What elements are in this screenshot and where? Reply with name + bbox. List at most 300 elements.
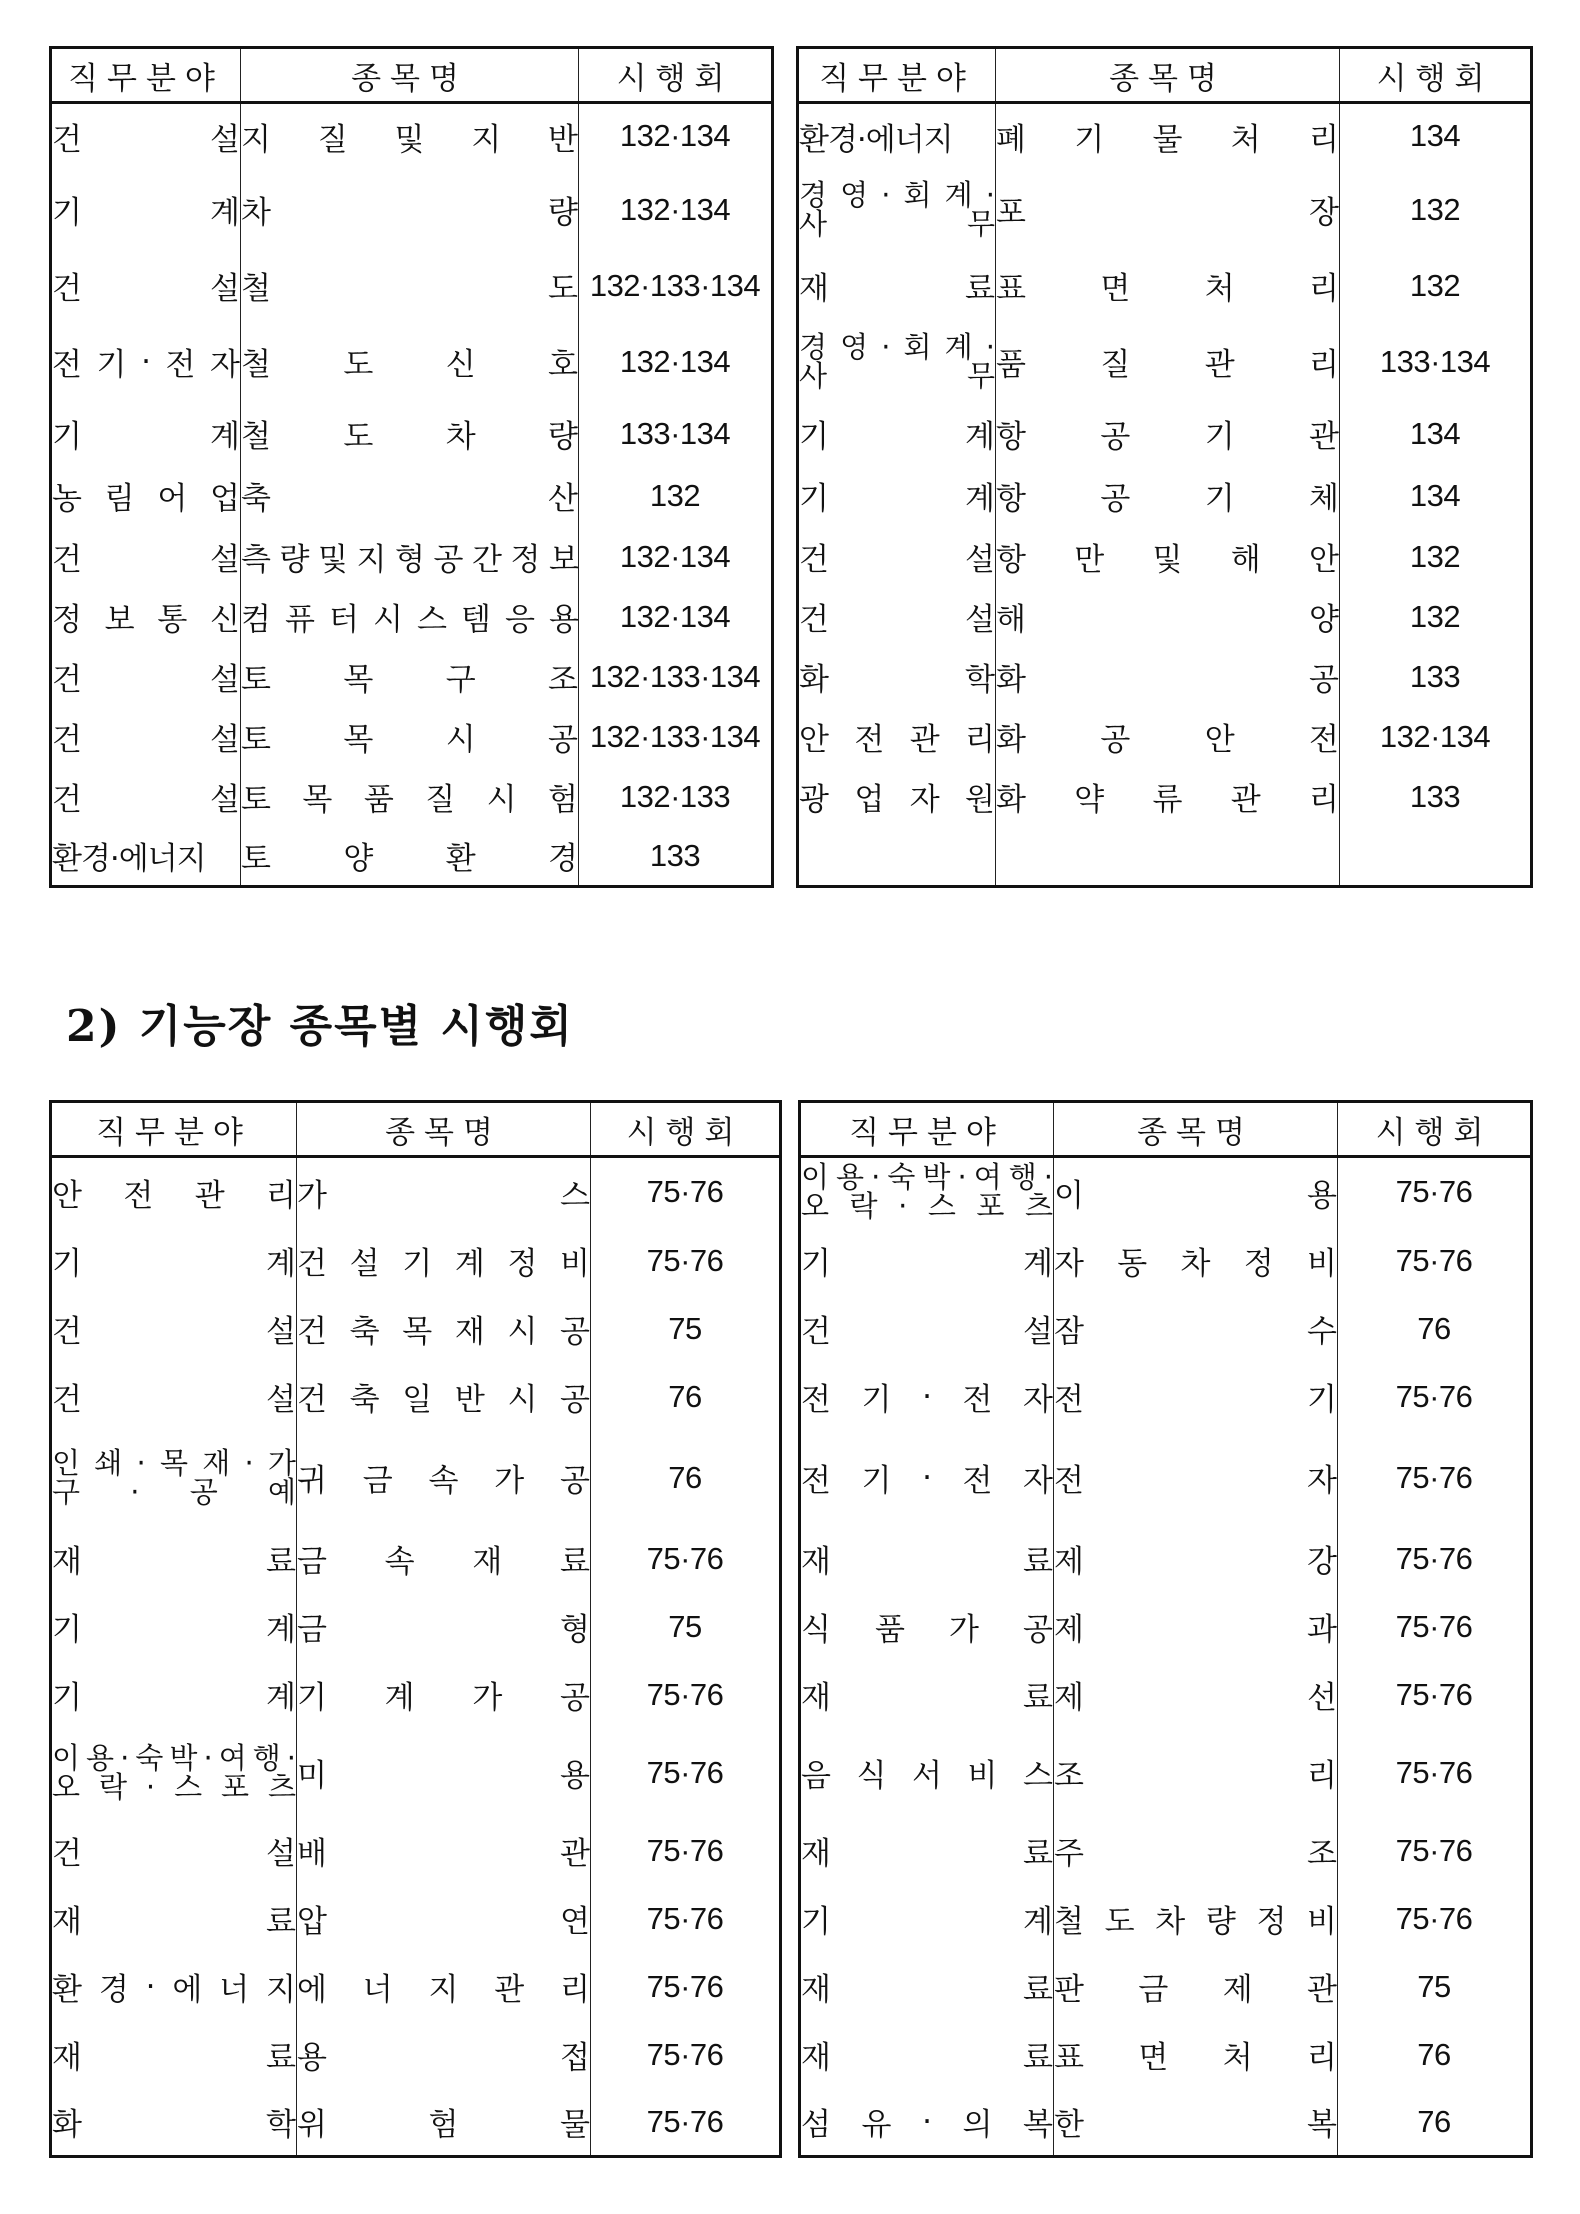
item-cell [996,465,1340,527]
item-text: 화 공 안 전 [996,722,1339,758]
item-text: 건 축 일 반 시 공 [297,1382,590,1418]
field-text: 건 설 [52,1314,296,1350]
item-text: 판 금 제 관 [1054,1972,1337,2008]
sessions-cell: 132·134 [579,169,773,251]
item-cell [1054,1431,1338,1525]
sessions-cell: 132 [1340,251,1532,321]
sessions-cell: 75·76 [591,1729,781,1817]
table-row [798,827,1532,887]
field-cell [51,1817,297,1885]
field-text: 안 전 관 리 [799,722,995,758]
table-row [800,1817,1532,1885]
item-cell [297,1593,591,1661]
field-text: 건 설 [52,662,240,698]
sessions-cell: 75·76 [591,1227,781,1295]
field-cell [800,2021,1054,2089]
sessions-cell: 134 [1340,465,1532,527]
sessions-cell: 75·76 [1338,1227,1532,1295]
field-cell [51,527,241,587]
item-text: 철 도 차 량 정 비 [1054,1904,1337,1940]
item-cell [241,103,579,169]
field-cell [798,707,996,767]
table-row [800,1295,1532,1363]
table-row [798,251,1532,321]
item-cell [241,251,579,321]
item-cell [1054,1593,1338,1661]
item-text: 전 자 [1054,1463,1337,1499]
sessions-cell: 132 [1340,527,1532,587]
item-text: 제 강 [1054,1544,1337,1580]
item-cell [297,1431,591,1525]
sessions-cell: 75·76 [591,1661,781,1729]
field-text: 기 계 [799,481,995,517]
field-cell [51,1525,297,1593]
item-header: 종목명 [1054,1102,1338,1157]
field-text: 기 계 [52,1246,296,1282]
table-row [800,1593,1532,1661]
table-row [51,1431,781,1525]
item-text: 차 량 [241,195,578,231]
field-text: 전 기 · 전 자 [801,1378,1053,1418]
item-cell [1054,1729,1338,1817]
field-cell [800,1593,1054,1661]
item-text: 금 속 재 료 [297,1544,590,1580]
field-cell [798,169,996,251]
table-row [51,169,773,251]
table-row [800,1953,1532,2021]
field-cell [798,587,996,647]
field-text: 기 계 [801,1246,1053,1282]
table-row [51,1729,781,1817]
sessions-cell: 75·76 [591,1157,781,1227]
item-cell [241,587,579,647]
item-text: 용 접 [297,2040,590,2076]
field-text: 기 계 [52,419,240,455]
sessions-cell: 76 [591,1363,781,1431]
field-cell [798,827,996,887]
table-row [798,587,1532,647]
field-text: 기 계 [52,1680,296,1716]
sessions-cell [1340,827,1532,887]
field-cell [51,587,241,647]
item-cell [297,1157,591,1227]
sessions-cell: 76 [1338,2021,1532,2089]
item-text: 품 질 관 리 [996,347,1339,383]
bottom-right-table [798,1100,1533,2158]
item-cell [996,103,1340,169]
item-header: 종목명 [297,1102,591,1157]
item-cell [297,1661,591,1729]
field-text: 건 설 [52,542,240,578]
table-row [51,527,773,587]
item-cell [297,1885,591,1953]
item-text: 배 관 [297,1836,590,1872]
table-row [51,465,773,527]
field-cell [51,465,241,527]
sessions-cell: 133 [1340,647,1532,707]
table-row [800,1729,1532,1817]
sessions-cell: 132·133 [579,767,773,827]
sessions-cell: 134 [1340,103,1532,169]
field-text: 기 계 [801,1904,1053,1940]
field-text: 화 학 [799,662,995,698]
item-cell [996,767,1340,827]
item-text: 주 조 [1054,1836,1337,1872]
field-cell [798,103,996,169]
table-row [51,1525,781,1593]
field-text: 건 설 [52,782,240,818]
field-cell [800,1729,1054,1817]
item-text: 포 장 [996,195,1339,231]
field-text: 건 설 [801,1314,1053,1350]
sessions-cell: 132·133·134 [579,647,773,707]
table-row [51,1885,781,1953]
sessions-cell: 76 [1338,2089,1532,2157]
item-cell [1054,1817,1338,1885]
item-text: 축 산 [241,481,578,517]
field-text: 건 설 [52,271,240,307]
item-cell [297,1525,591,1593]
table-row [51,1817,781,1885]
sessions-cell: 132·134 [1340,707,1532,767]
field-text: 건 설 [799,542,995,578]
sessions-cell: 75 [1338,1953,1532,2021]
table-row [51,103,773,169]
field-text: 재 료 [52,1544,296,1580]
table-row [51,2089,781,2157]
item-cell [241,707,579,767]
item-text: 금 형 [297,1612,590,1648]
item-text: 조 리 [1054,1758,1337,1794]
item-text: 화 공 [996,662,1339,698]
header-row [798,48,1532,103]
sessions-header: 시행회 [1340,48,1532,103]
item-text: 철 도 신 호 [241,347,578,383]
table-row [800,2089,1532,2157]
field-cell [51,1593,297,1661]
table-row [800,1363,1532,1431]
sessions-cell: 132 [579,465,773,527]
field-cell [51,169,241,251]
item-text: 제 선 [1054,1680,1337,1716]
item-cell [1054,1227,1338,1295]
sessions-cell: 132·133·134 [579,707,773,767]
sessions-cell: 132 [1340,587,1532,647]
item-cell [297,2021,591,2089]
item-text: 토 양 환 경 [241,841,578,878]
top-right-table [796,46,1533,888]
table-row [800,1227,1532,1295]
field-cell [51,1953,297,2021]
item-text: 기 계 가 공 [297,1680,590,1716]
item-cell [996,827,1340,887]
item-cell [241,827,579,887]
sessions-header: 시행회 [1338,1102,1532,1157]
header-row [800,1102,1532,1157]
item-cell [297,2089,591,2157]
field-cell [800,1525,1054,1593]
field-text: 경 영 · 회 계 · 사 무 [799,177,995,241]
section-title: 2) 기능장 종목별 시행회 [66,1001,574,1052]
item-cell [996,169,1340,251]
table-row [800,1157,1532,1227]
table-row [51,1593,781,1661]
field-cell [800,1295,1054,1363]
item-text: 건 축 목 재 시 공 [297,1314,590,1350]
item-text: 항 공 기 체 [996,481,1339,517]
field-cell [51,2089,297,2157]
field-header: 직무분야 [51,1102,297,1157]
sessions-cell: 75·76 [591,1953,781,2021]
sessions-cell: 133 [579,827,773,887]
item-text: 잠 수 [1054,1314,1337,1350]
item-cell [297,1295,591,1363]
item-cell [996,587,1340,647]
table-row [798,169,1532,251]
field-text: 건 설 [52,1382,296,1418]
header-row [51,48,773,103]
field-cell [800,1953,1054,2021]
field-text: 기 계 [52,195,240,231]
item-cell [297,1729,591,1817]
field-text: 건 설 [52,1836,296,1872]
item-text: 폐 기 물 처 리 [996,121,1339,158]
item-cell [1054,1953,1338,2021]
table-row [51,1363,781,1431]
sessions-cell: 75·76 [1338,1885,1532,1953]
table-row [800,1885,1532,1953]
item-cell [1054,2089,1338,2157]
field-cell [800,1227,1054,1295]
table-row [51,1295,781,1363]
header-row [51,1102,781,1157]
field-cell [800,1661,1054,1729]
item-text: 토 목 품 질 시 험 [241,782,578,818]
item-cell [996,527,1340,587]
sessions-cell: 75·76 [1338,1525,1532,1593]
table-row [51,321,773,403]
sessions-cell: 75 [591,1593,781,1661]
sessions-cell: 132 [1340,169,1532,251]
item-text: 전 기 [1054,1382,1337,1418]
item-text: 한 복 [1054,2107,1337,2144]
table-row [798,403,1532,465]
field-text: 광 업 자 원 [799,782,995,818]
table-row [51,707,773,767]
item-text: 지 질 및 지 반 [241,121,578,158]
item-header: 종목명 [996,48,1340,103]
field-text: 건 설 [52,722,240,758]
item-text: 위 험 물 [297,2107,590,2144]
field-cell [798,251,996,321]
field-cell [800,2089,1054,2157]
field-cell [798,403,996,465]
item-text: 귀 금 속 가 공 [297,1463,590,1499]
item-header: 종목명 [241,48,579,103]
table-row [51,2021,781,2089]
item-cell [241,169,579,251]
table-row [51,251,773,321]
item-cell [996,707,1340,767]
item-cell [241,403,579,465]
field-cell [51,321,241,403]
item-cell [1054,1363,1338,1431]
field-text: 섬 유 · 의 복 [801,2103,1053,2144]
item-cell [1054,1661,1338,1729]
sessions-cell: 133 [1340,767,1532,827]
top-left-table [49,46,774,888]
field-text: 화 학 [52,2107,296,2144]
field-cell [798,321,996,403]
item-cell [297,1363,591,1431]
item-cell [297,1953,591,2021]
field-text: 농 림 어 업 [52,481,240,517]
field-header: 직무분야 [800,1102,1054,1157]
item-text: 에 너 지 관 리 [297,1972,590,2008]
field-text: 재 료 [52,2040,296,2076]
item-cell [1054,2021,1338,2089]
field-text: 이 용 · 숙 박 · 여 행 · 오 락 · 스 포 츠 [52,1740,296,1804]
table-row [51,767,773,827]
item-text: 표 면 처 리 [996,271,1339,307]
field-text: 이 용 · 숙 박 · 여 행 · 오 락 · 스 포 츠 [801,1160,1053,1224]
item-cell [996,251,1340,321]
table-row [51,1661,781,1729]
sessions-cell: 75 [591,1295,781,1363]
item-text: 토 목 시 공 [241,722,578,758]
item-text: 제 과 [1054,1612,1337,1648]
field-text: 기 계 [52,1612,296,1648]
field-cell [51,103,241,169]
field-cell [51,2021,297,2089]
sessions-cell: 132·133·134 [579,251,773,321]
item-text: 압 연 [297,1904,590,1940]
item-text: 표 면 처 리 [1054,2040,1337,2076]
table-row [800,2021,1532,2089]
table-row [51,1157,781,1227]
sessions-cell: 75·76 [591,1885,781,1953]
table-row [798,707,1532,767]
sessions-header: 시행회 [579,48,773,103]
sessions-cell: 75·76 [1338,1661,1532,1729]
table-row [800,1661,1532,1729]
field-cell [800,1817,1054,1885]
field-text: 경 영 · 회 계 · 사 무 [799,329,995,393]
field-cell [51,1363,297,1431]
item-text: 토 목 구 조 [241,662,578,698]
item-cell [996,403,1340,465]
item-cell [297,1817,591,1885]
field-cell [51,1431,297,1525]
item-text: 건 설 기 계 정 비 [297,1246,590,1282]
field-text: 재 료 [801,1544,1053,1580]
field-cell [51,767,241,827]
field-cell [51,403,241,465]
field-cell [798,465,996,527]
sessions-cell: 75·76 [591,1817,781,1885]
item-cell [1054,1885,1338,1953]
field-cell [51,1295,297,1363]
field-cell [800,1885,1054,1953]
field-text: 기 계 [799,419,995,455]
sessions-cell: 132·134 [579,103,773,169]
field-text: 식 품 가 공 [801,1612,1053,1648]
field-text: 전 기 · 전 자 [52,343,240,383]
item-text: 미 용 [297,1758,590,1794]
field-text: 재 료 [801,1836,1053,1872]
item-text: 철 도 차 량 [241,419,578,455]
item-cell [1054,1157,1338,1227]
sessions-cell: 132·134 [579,321,773,403]
table-row [51,647,773,707]
sessions-cell: 75·76 [591,2089,781,2157]
item-cell [297,1227,591,1295]
bottom-left-table [49,1100,782,2158]
sessions-cell: 75·76 [591,1525,781,1593]
field-cell [798,767,996,827]
item-text: 컴 퓨 터 시 스 템 응 용 [241,602,578,638]
sessions-cell: 75·76 [591,2021,781,2089]
field-cell [51,1885,297,1953]
table-row [51,1227,781,1295]
table-row [798,767,1532,827]
field-header: 직무분야 [798,48,996,103]
sessions-cell: 75·76 [1338,1157,1532,1227]
item-cell [241,321,579,403]
field-text: 안 전 관 리 [52,1177,296,1214]
item-cell [241,465,579,527]
field-text: 전 기 · 전 자 [801,1459,1053,1499]
field-text: 정 보 통 신 [52,602,240,638]
sessions-cell: 75·76 [1338,1729,1532,1817]
item-text: 측 량 및 지 형 공 간 정 보 [241,542,578,578]
sessions-cell: 75·76 [1338,1431,1532,1525]
sessions-cell: 75·76 [1338,1593,1532,1661]
field-cell [51,1729,297,1817]
field-cell [800,1363,1054,1431]
field-cell [51,827,241,887]
sessions-cell: 134 [1340,403,1532,465]
item-text: 이 용 [1054,1177,1337,1214]
table-row [798,465,1532,527]
field-text: 환경·에너지 [799,121,953,158]
table-row [798,647,1532,707]
sessions-cell: 75·76 [1338,1363,1532,1431]
field-text: 환경·에너지 [52,841,206,878]
field-text: 인 쇄 · 목 재 · 가 구 · 공 예 [52,1445,296,1509]
field-text: 재 료 [799,271,995,307]
sessions-cell: 132·134 [579,527,773,587]
field-cell [800,1157,1054,1227]
item-text: 항 공 기 관 [996,419,1339,455]
item-cell [996,321,1340,403]
table-row [51,587,773,647]
table-row [51,1953,781,2021]
field-cell [51,707,241,767]
sessions-cell: 133·134 [1340,321,1532,403]
field-cell [800,1431,1054,1525]
table-row [798,321,1532,403]
field-text: 재 료 [52,1904,296,1940]
field-cell [51,251,241,321]
field-text: 건 설 [52,121,240,158]
sessions-cell: 75·76 [1338,1817,1532,1885]
table-row [798,103,1532,169]
field-text: 재 료 [801,1680,1053,1716]
field-cell [51,1157,297,1227]
table-row [798,527,1532,587]
field-text: 환 경 · 에 너 지 [52,1968,296,2008]
